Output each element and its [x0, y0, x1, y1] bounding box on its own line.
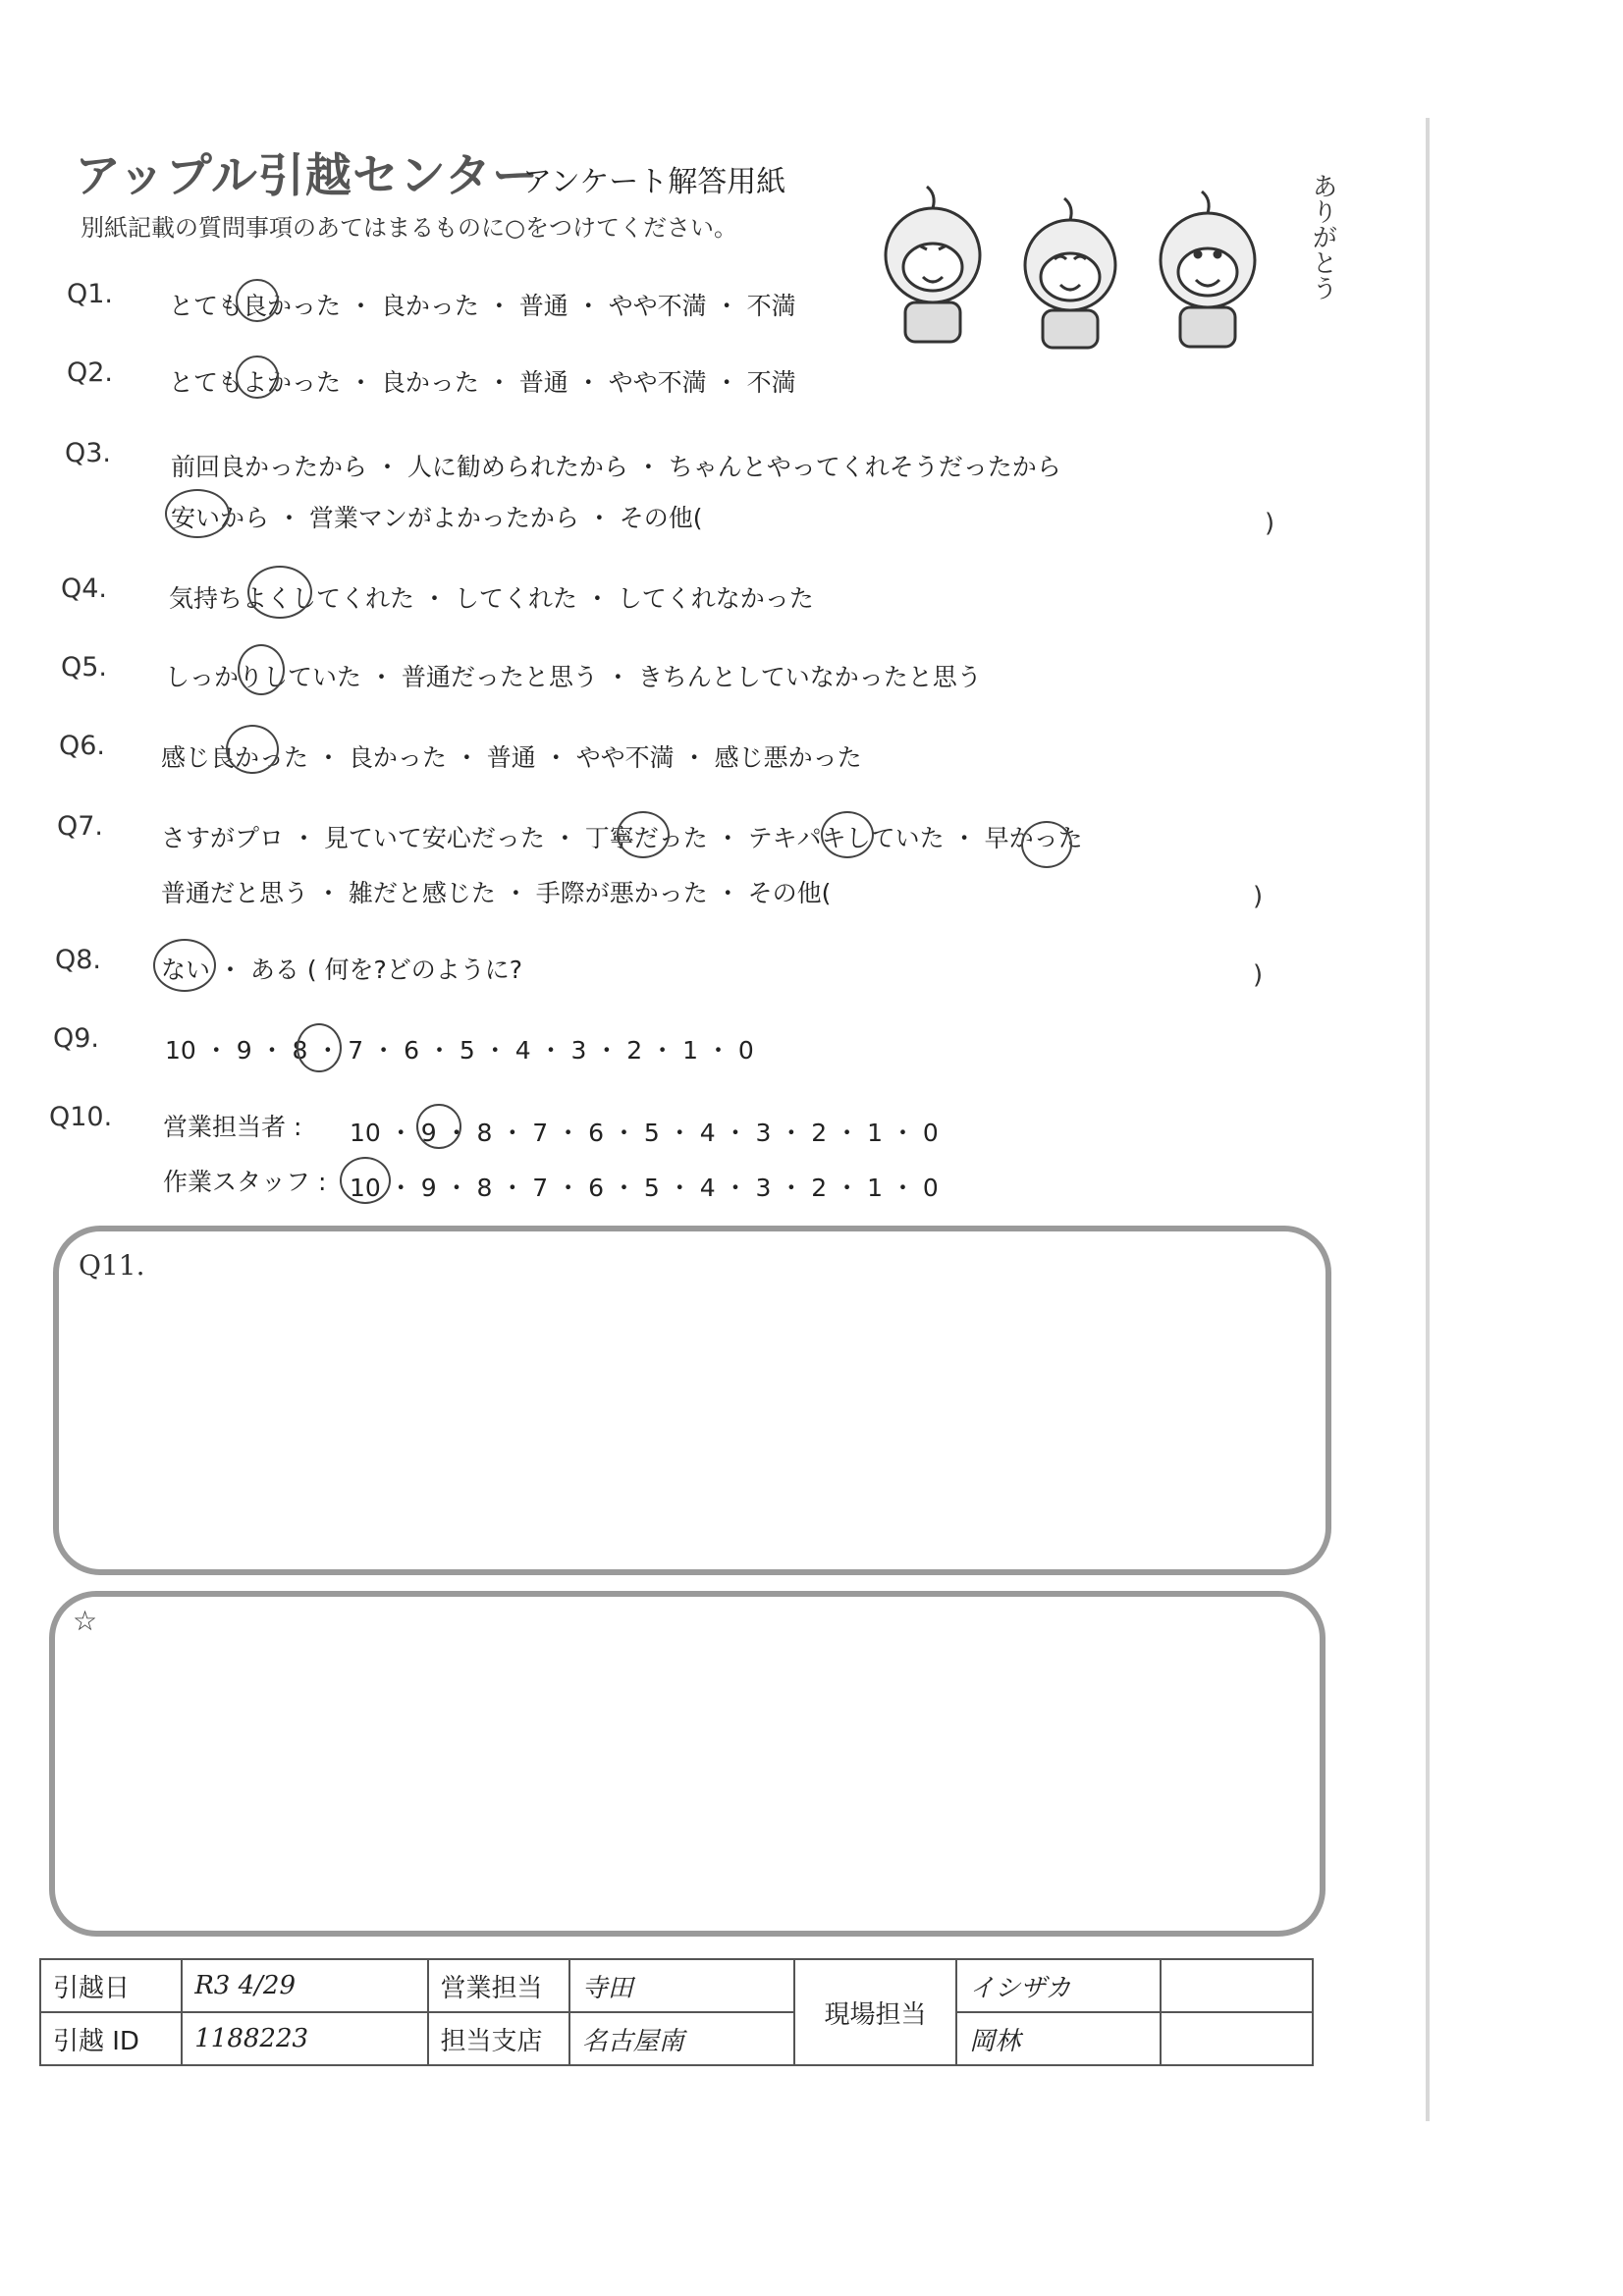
- q1-options[interactable]: とても良かった ・ 良かった ・ 普通 ・ やや不満 ・ 不満: [169, 292, 796, 320]
- q3-options-line2[interactable]: 安いから ・ 営業マンがよかったから ・ その他(: [171, 504, 703, 532]
- q10-sales-scale[interactable]: 10 ・ 9 ・ 8 ・ 7 ・ 6 ・ 5 ・ 4 ・ 3 ・ 2 ・ 1 ・ 0: [350, 1119, 939, 1147]
- mascot-thanks-text: ありがとう: [1308, 173, 1337, 301]
- branch-label: 担当支店: [428, 2012, 569, 2065]
- q9-scale[interactable]: 10 ・ 9 ・ 8 ・ 7 ・ 6 ・ 5 ・ 4 ・ 3 ・ 2 ・ 1 ・ 0: [165, 1036, 754, 1065]
- answer-circle: [153, 939, 216, 992]
- q8-options[interactable]: ない ・ ある ( 何を?どのように?: [161, 956, 523, 984]
- site-rep-label: 現場担当: [794, 1959, 956, 2065]
- q7-label: Q7.: [57, 811, 104, 842]
- q5-label: Q5.: [61, 652, 108, 683]
- q3-label: Q3.: [65, 438, 112, 468]
- info-table: [39, 1958, 1314, 2066]
- q4-label: Q4.: [61, 574, 108, 604]
- q1-label: Q1.: [67, 279, 114, 309]
- q3-options-line1[interactable]: 前回良かったから ・ 人に勧められたから ・ ちゃんとやってくれそうだったから: [171, 453, 1061, 481]
- q3-close-paren: ): [1265, 509, 1275, 538]
- move-id-label: 引越 ID: [40, 2012, 182, 2065]
- answer-circle: [238, 644, 285, 695]
- q10-staff-scale[interactable]: 10 ・ 9 ・ 8 ・ 7 ・ 6 ・ 5 ・ 4 ・ 3 ・ 2 ・ 1 ・ 0: [350, 1174, 939, 1202]
- answer-circle: [416, 1104, 461, 1149]
- answer-circle: [340, 1157, 391, 1204]
- move-id-value[interactable]: 1188223: [182, 2012, 427, 2065]
- empty-cell[interactable]: [1161, 1959, 1313, 2012]
- answer-circle: [226, 725, 279, 774]
- company-title: アップル引越センター: [75, 149, 539, 203]
- answer-circle: [247, 566, 312, 619]
- mascot-illustration: [874, 157, 1325, 354]
- q4-options[interactable]: 気持ちよくしてくれた ・ してくれた ・ してくれなかった: [169, 584, 814, 613]
- q7-options-line1[interactable]: さすがプロ ・ 見ていて安心だった ・ 丁寧だった ・ テキパキしていた ・ 早かった: [161, 824, 1083, 852]
- site-rep-value-1[interactable]: イシザカ: [956, 1959, 1161, 2012]
- q10-sales-label: 営業担当者 :: [163, 1113, 302, 1141]
- answer-circle: [165, 489, 230, 538]
- q9-label: Q9.: [53, 1023, 100, 1054]
- form-title: アンケート解答用紙: [522, 165, 786, 199]
- q8-close-paren: ): [1253, 960, 1264, 990]
- page-edge-shadow: [1426, 118, 1430, 2121]
- q10-staff-label: 作業スタッフ :: [163, 1168, 327, 1196]
- answer-circle: [617, 811, 670, 858]
- star-label: ☆: [73, 1605, 98, 1637]
- sales-rep-value[interactable]: 寺田: [569, 1959, 794, 2012]
- q7-close-paren: ): [1253, 882, 1264, 911]
- empty-cell[interactable]: [1161, 2012, 1313, 2065]
- q6-label: Q6.: [59, 731, 106, 761]
- answer-circle: [1021, 821, 1072, 868]
- instruction-text: 別紙記載の質問事項のあてはまるものに○をつけてください。: [81, 214, 737, 242]
- q10-label: Q10.: [49, 1102, 113, 1132]
- q2-label: Q2.: [67, 357, 114, 388]
- q6-options[interactable]: 感じ良かった ・ 良かった ・ 普通 ・ やや不満 ・ 感じ悪かった: [161, 743, 862, 772]
- q11-label: Q11.: [79, 1249, 145, 1282]
- answer-circle: [821, 811, 874, 858]
- sales-rep-label: 営業担当: [428, 1959, 569, 2012]
- branch-value[interactable]: 名古屋南: [569, 2012, 794, 2065]
- q7-options-line2[interactable]: 普通だと思う ・ 雑だと感じた ・ 手際が悪かった ・ その他(: [161, 879, 832, 907]
- q2-options[interactable]: とてもよかった ・ 良かった ・ 普通 ・ やや不満 ・ 不満: [169, 368, 796, 397]
- answer-circle: [297, 1023, 342, 1072]
- answer-circle: [236, 279, 279, 322]
- move-date-value[interactable]: R3 4/29: [182, 1959, 427, 2012]
- q8-label: Q8.: [55, 945, 102, 975]
- q5-options[interactable]: しっかりしていた ・ 普通だったと思う ・ きちんとしていなかったと思う: [165, 663, 982, 691]
- q11-comment-box[interactable]: [53, 1226, 1331, 1575]
- answer-circle: [236, 355, 279, 399]
- site-rep-value-2[interactable]: 岡林: [956, 2012, 1161, 2065]
- star-comment-box[interactable]: [49, 1591, 1325, 1937]
- move-date-label: 引越日: [40, 1959, 182, 2012]
